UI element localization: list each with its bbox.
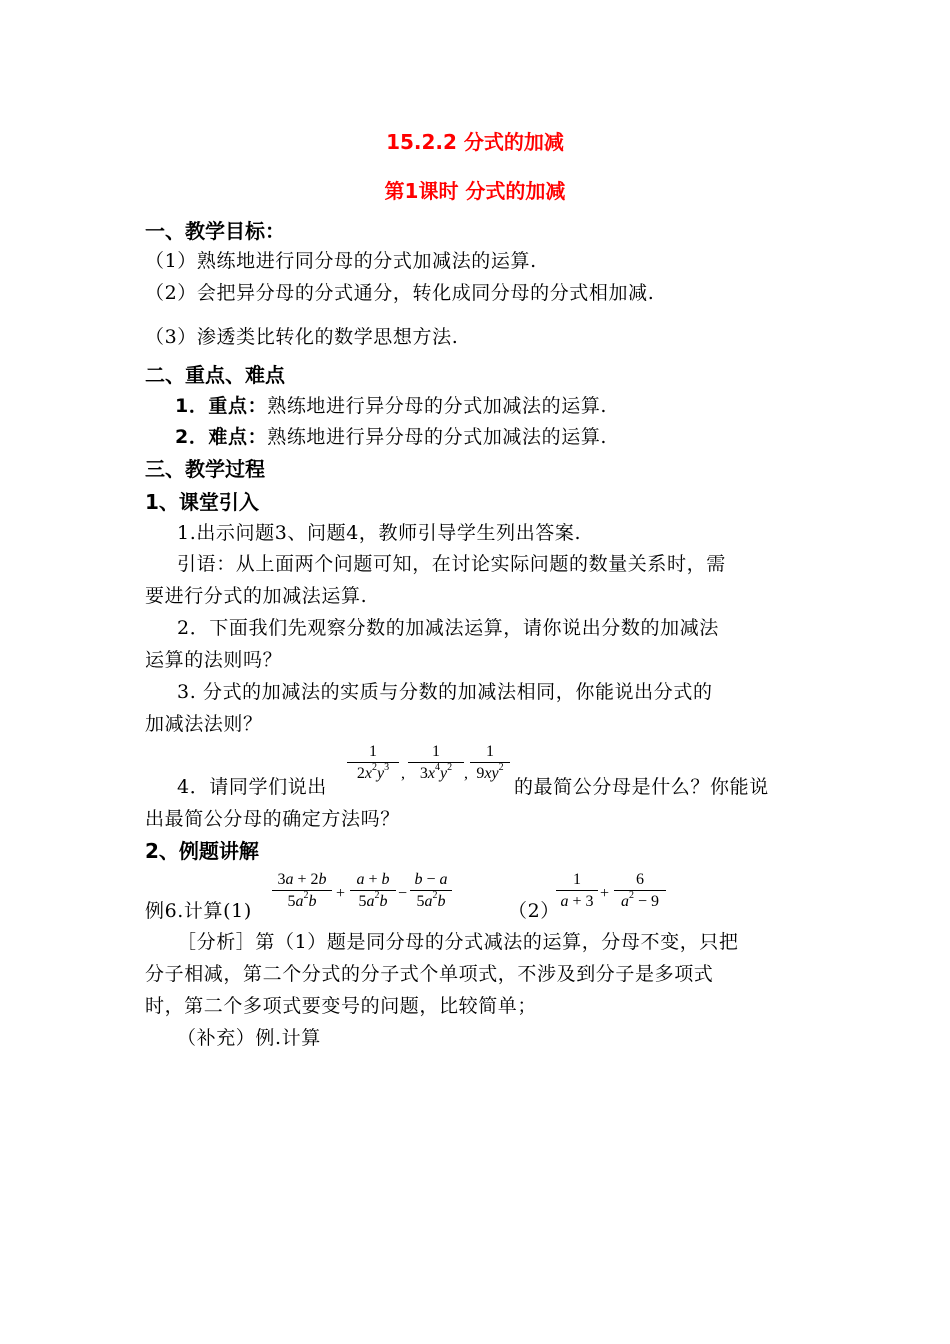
intro-paragraph-4-line-2: 加减法法则？ [145, 713, 263, 735]
objective-item-3: （3）渗透类比转化的数学思想方法. [145, 326, 459, 348]
difficulty-text: 熟练地进行异分母的分式加减法的运算. [267, 426, 608, 448]
intro-paragraph-4-line-1: 3. 分式的加减法的实质与分数的加减法相同，你能说出分式的 [177, 681, 713, 703]
fraction-1-over-2x2y3: 1 $2x^2y^3$ [347, 742, 399, 785]
difficulty-line [175, 428, 607, 447]
key-point-label: 1．重点： [175, 395, 268, 417]
difficulty-label: 2．难点： [175, 426, 268, 448]
process-heading: 三、教学过程 [145, 457, 265, 481]
intro-paragraph-5-line-2: 出最简公分母的确定方法吗？ [145, 808, 400, 830]
fraction-b-minus-a: b − a $5a^2b$ [410, 870, 452, 913]
fraction-1-over-9xy2: 1 $9xy^2$ [470, 742, 510, 785]
fraction-a-plus-b: a + b $5a^2b$ [350, 870, 396, 913]
intro-heading: 1、课堂引入 [145, 490, 259, 514]
analysis-line-3: 时，第二个多项式要变号的问题，比较简单； [145, 995, 538, 1017]
example-6-part-2-label: （2） [508, 900, 560, 922]
lesson-subtitle: 第1课时 分式的加减 [384, 179, 566, 203]
example-6-label: 例6.计算(1) [145, 900, 252, 922]
fraction-3a-plus-2b: 3a + 2b $5a^2b$ [272, 870, 332, 913]
objectives-heading: 一、教学目标： [145, 219, 285, 243]
key-point-text: 熟练地进行异分母的分式加减法的运算. [267, 395, 608, 417]
key-points-heading: 二、重点、难点 [145, 363, 285, 387]
example-heading: 2、例题讲解 [145, 839, 259, 863]
analysis-line-1: ［分析］第（1）题是同分母的分式减法的运算，分母不变，只把 [177, 931, 739, 953]
fraction-1-over-3x4y2: 1 $3x^4y^2$ [408, 742, 464, 785]
intro-paragraph-5-before: 4．请同学们说出 [177, 776, 327, 798]
fraction-6-over-a2-minus-9: 6 $a^2 - 9$ [614, 870, 666, 913]
objective-item-2: （2）会把异分母的分式通分，转化成同分母的分式相加减. [145, 282, 655, 304]
fraction-1-over-a-plus-3: 1 a + 3 [556, 870, 598, 913]
document-page: 15.2.2 分式的加减 第1课时 分式的加减 一、教学目标： （1）熟练地进行同分母的分式加减法的运算. （2）会把异分母的分式通分，转化成同分母的分式相加减. （3）渗透类比转化的数学思想方法. 二、重点、难点 1．重点：熟练地进行异分母的分式加减法的运算. 2．难点：熟练地进行异分母的分式加减法的运算. 三、教学过程 1、课堂引入 1.出示问题3、问题4，教师引导学生列出答案. 引语：从上面两个问题可知，在讨论实际问题的数量关系时，需 要进行分式的加减法运算. 2．下面我们先观察分数的加减法运算，请你说出分数的加减法 运算的法则吗？ 3. 分式的加减法的实质与分数的加减法相同，你能说出分式的 加减法法则？ 4．请同学们说出 1 $2x^2y^3$ , 1 $3x^4y^2$ , 1 $9xy^2$ 的最简公分母是什么？你能说 出最简公分母的确定方法吗？ 2、例题讲解 例6.计算(1) 3a + 2b $5a^2b$ + a + b $5a^2b$ − b − a $5a^2b$ （2） 1 a + 3 + 6 $a^2 - 9$ ［分析］第（1）题是同分母的分式减法的运算，分母不变，只把 分子相减，第二个分式的分子式个单项式，不涉及到分子是多项式 时，第二个多项式要变号的问题，比较简单； （补充）例.计算 [0, 0, 950, 1344]
main-title: 15.2.2 分式的加减 [386, 130, 564, 154]
intro-paragraph-3-line-1: 2．下面我们先观察分数的加减法运算，请你说出分数的加减法 [177, 617, 719, 639]
objective-item-1: （1）熟练地进行同分母的分式加减法的运算. [145, 250, 537, 272]
key-point-line [175, 397, 607, 416]
intro-paragraph-2-line-1: 引语：从上面两个问题可知，在讨论实际问题的数量关系时，需 [177, 553, 726, 575]
supplement-example: （补充）例.计算 [177, 1027, 321, 1049]
intro-paragraph-2-line-2: 要进行分式的加减法运算. [145, 585, 368, 607]
analysis-line-2: 分子相减，第二个分式的分子式个单项式，不涉及到分子是多项式 [145, 963, 714, 985]
intro-paragraph-1: 1.出示问题3、问题4，教师引导学生列出答案. [177, 522, 582, 544]
intro-paragraph-3-line-2: 运算的法则吗？ [145, 649, 283, 671]
intro-paragraph-5-after: 的最简公分母是什么？你能说 [514, 776, 769, 798]
